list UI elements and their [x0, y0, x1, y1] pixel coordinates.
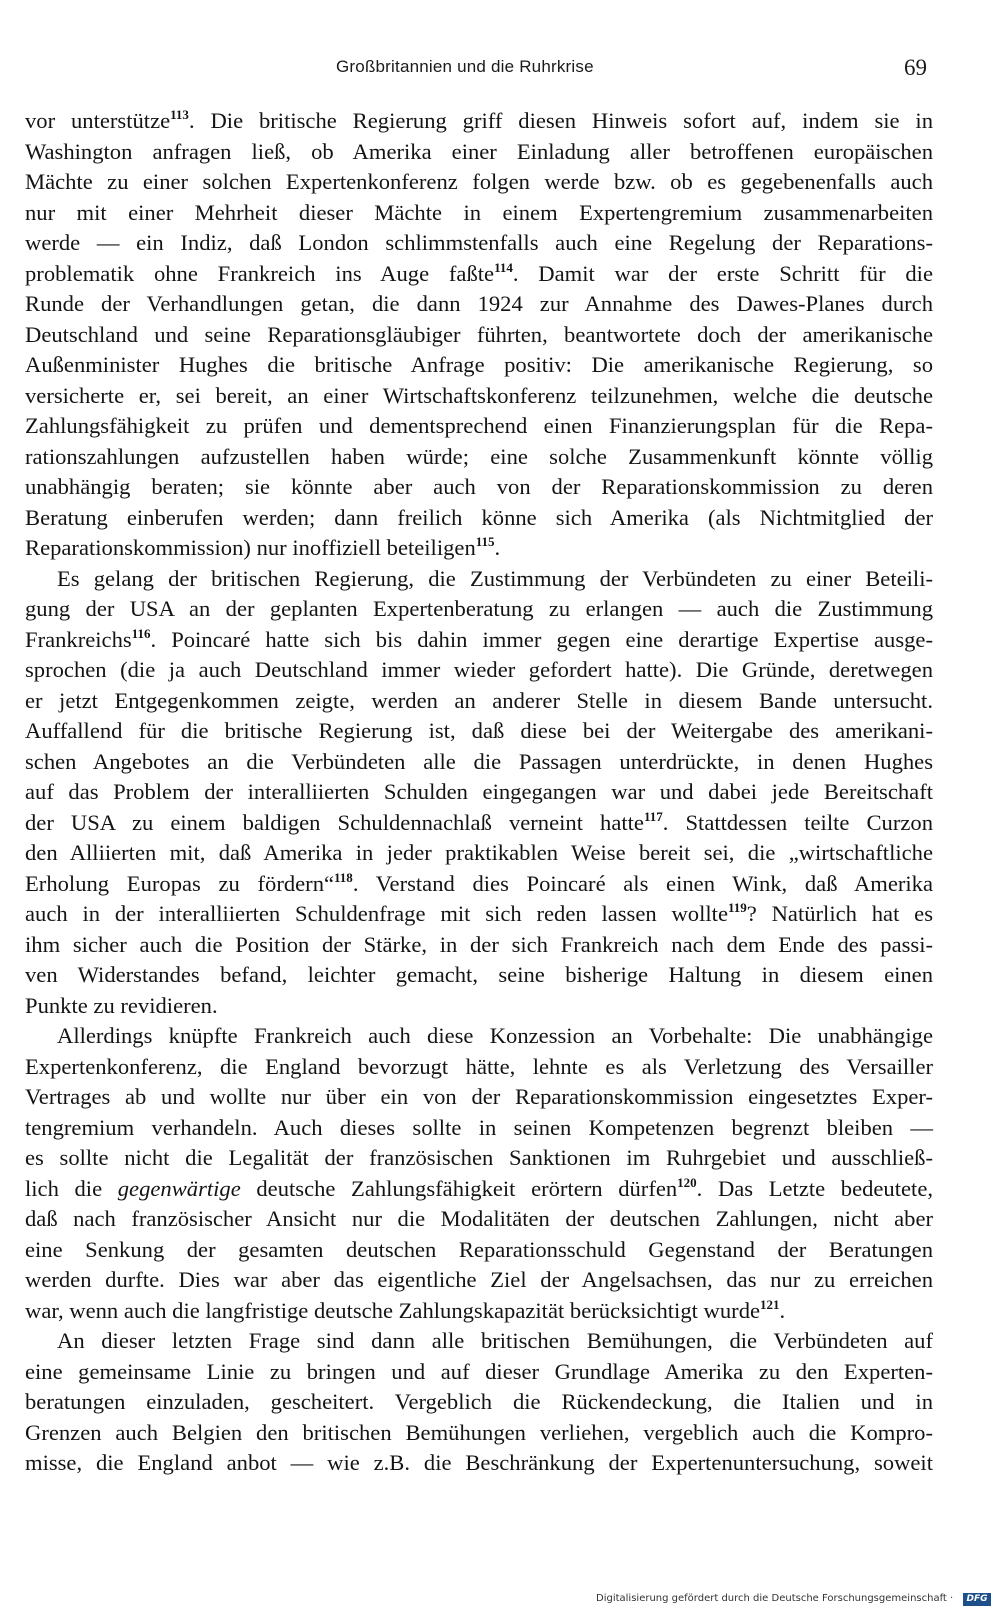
text-segment: . Poincaré hatte sich bis dahin immer gegen eine derartige Expertise ausge-	[150, 626, 933, 652]
text-line	[25, 198, 933, 229]
text-line	[25, 533, 933, 564]
text-segment: Es gelang der britischen Regierung, die Zustimmung der Verbündeten zu einer Beteili-	[57, 565, 933, 591]
text-segment: unabhängig beraten; sie könnte aber auch von der Reparationskommission zu deren	[25, 474, 933, 499]
text-line	[25, 1357, 933, 1388]
text-segment: den Alliierten mit, daß Amerika in jeder praktikablen Weise bereit sei, die „wirtschaftliche	[25, 840, 933, 865]
text-line	[25, 1204, 933, 1235]
text-line	[25, 777, 933, 808]
text-line	[25, 1235, 933, 1266]
text-line	[25, 655, 933, 686]
text-segment: auf das Problem der interalliierten Schulden eingegangen war und dabei jede Bereitschaft	[25, 779, 933, 804]
footnote-marker: 119	[727, 900, 747, 915]
text-line	[25, 747, 933, 778]
text-segment: .	[494, 535, 501, 560]
text-segment: versicherte er, sei bereit, an einer Wirtschaftskonferenz teilzunehmen, welche die deutsche	[25, 382, 933, 408]
text-line	[25, 1296, 933, 1327]
footnote-marker: 117	[643, 808, 663, 824]
text-line	[25, 1418, 933, 1449]
text-segment: sprochen (die ja auch Deutschland immer wieder gefordert hatte). Die Gründe, deretwegen	[25, 657, 933, 682]
text-segment: ? Natürlich hat es	[746, 901, 933, 926]
text-line	[25, 472, 933, 503]
footnote-marker: 120	[677, 1174, 697, 1190]
text-line	[25, 503, 933, 534]
text-line	[25, 594, 933, 625]
text-segment: Washington anfragen ließ, ob Amerika einer Einladung aller betroffenen europäischen	[25, 138, 933, 164]
body-text	[25, 106, 933, 1479]
text-line	[25, 442, 933, 473]
text-segment: deutsche Zahlungsfähigkeit erörtern dürfen	[240, 1175, 678, 1201]
text-line	[25, 1387, 933, 1418]
text-segment: Expertenkonferenz, die England bevorzugt hätte, lehnte es als Verletzung des Versailler	[25, 1053, 933, 1079]
text-segment: war, wenn auch die langfristige deutsche Zahlungskapazität berücksichtigt wurde	[25, 1297, 761, 1323]
footnote-marker: 116	[131, 625, 151, 641]
text-line	[25, 320, 933, 351]
text-line	[25, 106, 933, 137]
digitization-credit: Digitalisierung gefördert durch die Deutsche Forschungsgemeinschaft ·	[596, 1593, 954, 1604]
text-segment: Mächte zu einer solchen Expertenkonferenz folgen werde bzw. ob es gegebenenfalls auch	[25, 169, 933, 194]
text-segment: Beratung einberufen werden; dann freilich könne sich Amerika (als Nichtmitglied der	[25, 504, 933, 530]
text-segment: auch in der interalliierten Schuldenfrage mit sich reden lassen wollte	[25, 901, 728, 926]
text-line	[25, 564, 933, 595]
footnote-marker: 118	[334, 869, 353, 885]
text-segment: Auffallend für die britische Regierung ist, daß diese bei der Weitergabe des amerikani-	[25, 718, 933, 743]
text-segment: nur mit einer Mehrheit dieser Mächte in einem Expertengremium zusammenarbeiten	[25, 199, 933, 225]
text-line	[25, 1113, 933, 1144]
text-segment: Deutschland und seine Reparationsgläubiger führten, beantwortete doch der amerikanische	[25, 321, 933, 347]
text-segment: er jetzt Entgegenkommen zeigte, werden an anderer Stelle in diesem Bande untersucht.	[25, 687, 933, 713]
footnote-marker: 121	[760, 1296, 780, 1312]
page-number: 69	[904, 55, 927, 80]
text-line	[25, 716, 933, 747]
text-segment: es sollte nicht die Legalität der französischen Sanktionen im Ruhrgebiet und ausschließ-	[25, 1145, 933, 1170]
text-segment: . Verstand dies Poincaré als einen Wink, daß Amerika	[352, 870, 933, 896]
text-line	[25, 289, 933, 320]
text-line	[25, 228, 933, 259]
text-segment: der USA zu einem baldigen Schuldennachlaß verneint hatte	[25, 809, 644, 835]
footnote-marker: 113	[170, 107, 189, 122]
text-segment: . Damit war der erste Schritt für die	[512, 260, 933, 286]
text-segment: An dieser letzten Frage sind dann alle britischen Bemühungen, die Verbündeten auf	[57, 1328, 933, 1353]
text-segment: rationszahlungen aufzustellen haben würde; eine solche Zusammenkunft könnte völlig	[25, 443, 933, 469]
text-segment: ven Widerstandes befand, leichter gemacht, seine bisherige Haltung in diesem einen	[25, 962, 933, 987]
text-segment: Runde der Verhandlungen getan, die dann 1924 zur Annahme des Dawes-Planes durch	[25, 291, 933, 316]
text-line	[25, 1448, 933, 1479]
text-segment: .	[779, 1297, 786, 1323]
text-line	[25, 808, 933, 839]
text-segment: ihm sicher auch die Position der Stärke, in der sich Frankreich nach dem Ende des passi-	[25, 931, 933, 957]
text-line	[25, 1082, 933, 1113]
text-segment: beratungen einzuladen, gescheitert. Vergeblich die Rückendeckung, die Italien und in	[25, 1389, 933, 1414]
text-line	[25, 350, 933, 381]
text-line	[25, 259, 933, 290]
text-segment: Zahlungsfähigkeit zu prüfen und dementsprechend einen Finanzierungsplan für die Repa-	[25, 413, 933, 438]
text-line	[25, 1326, 933, 1357]
text-line	[25, 838, 933, 869]
text-segment: gung der USA an der geplanten Expertenberatung zu erlangen — auch die Zustimmung	[25, 596, 933, 621]
text-line	[25, 137, 933, 168]
text-line	[25, 960, 933, 991]
text-segment: werde — ein Indiz, daß London schlimmstenfalls auch eine Regelung der Reparations-	[25, 230, 933, 255]
text-segment: problematik ohne Frankreich ins Auge faßte	[25, 260, 495, 286]
text-line	[25, 991, 933, 1022]
emphasis-text: gegenwärtige	[117, 1175, 241, 1201]
text-segment: lich die	[25, 1175, 118, 1201]
text-segment: misse, die England anbot — wie z.B. die Beschränkung der Expertenuntersuchung, soweit	[25, 1450, 933, 1475]
text-segment: Frankreichs	[25, 626, 132, 652]
text-segment: Vertrages ab und wollte nur über ein von der Reparationskommission eingesetztes Exper-	[25, 1084, 933, 1109]
text-line	[25, 899, 933, 930]
dfg-logo-icon: DFG	[963, 1593, 991, 1606]
text-line	[25, 686, 933, 717]
text-line	[25, 381, 933, 412]
text-segment: . Stattdessen teilte Curzon	[662, 809, 933, 835]
text-segment: schen Angebotes an die Verbündeten alle die Passagen unterdrückte, in denen Hughes	[25, 748, 933, 774]
running-header: Großbritannien und die Ruhrkrise	[336, 57, 594, 76]
footnote-marker: 115	[475, 534, 495, 549]
text-line	[25, 930, 933, 961]
text-line	[25, 625, 933, 656]
text-segment: eine Senkung der gesamten deutschen Reparationsschuld Gegenstand der Beratungen	[25, 1236, 933, 1262]
text-segment: . Das Letzte bedeutete,	[696, 1175, 933, 1201]
text-line	[25, 1265, 933, 1296]
text-line	[25, 1021, 933, 1052]
text-segment: Reparationskommission) nur inoffiziell beteiligen	[25, 535, 476, 560]
text-segment: vor unterstütze	[25, 108, 171, 133]
text-segment: werden durfte. Dies war aber das eigentliche Ziel der Angelsachsen, das nur zu erreichen	[25, 1267, 933, 1292]
text-line	[25, 1143, 933, 1174]
text-line	[25, 411, 933, 442]
text-segment: . Die britische Regierung griff diesen Hinweis sofort auf, indem sie in	[188, 108, 934, 133]
text-segment: Grenzen auch Belgien den britischen Bemühungen verliehen, vergeblich auch die Kompro-	[25, 1419, 933, 1445]
text-segment: tengremium verhandeln. Auch dieses sollte in seinen Kompetenzen begrenzt bleiben —	[25, 1114, 933, 1140]
footnote-marker: 114	[494, 259, 513, 275]
text-segment: Erholung Europas zu fördern“	[25, 870, 335, 896]
text-line	[25, 167, 933, 198]
text-segment: Allerdings knüpfte Frankreich auch diese Konzession an Vorbehalte: Die unabhängige	[57, 1023, 933, 1048]
text-line	[25, 1052, 933, 1083]
text-line	[25, 1174, 933, 1205]
text-segment: Punkte zu revidieren.	[25, 992, 218, 1018]
text-line	[25, 869, 933, 900]
text-segment: eine gemeinsame Linie zu bringen und auf dieser Grundlage Amerika zu den Experten-	[25, 1358, 933, 1384]
text-segment: daß nach französischer Ansicht nur die Modalitäten der deutschen Zahlungen, nicht aber	[25, 1206, 933, 1231]
text-segment: Außenminister Hughes die britische Anfrage positiv: Die amerikanische Regierung, so	[25, 352, 933, 377]
